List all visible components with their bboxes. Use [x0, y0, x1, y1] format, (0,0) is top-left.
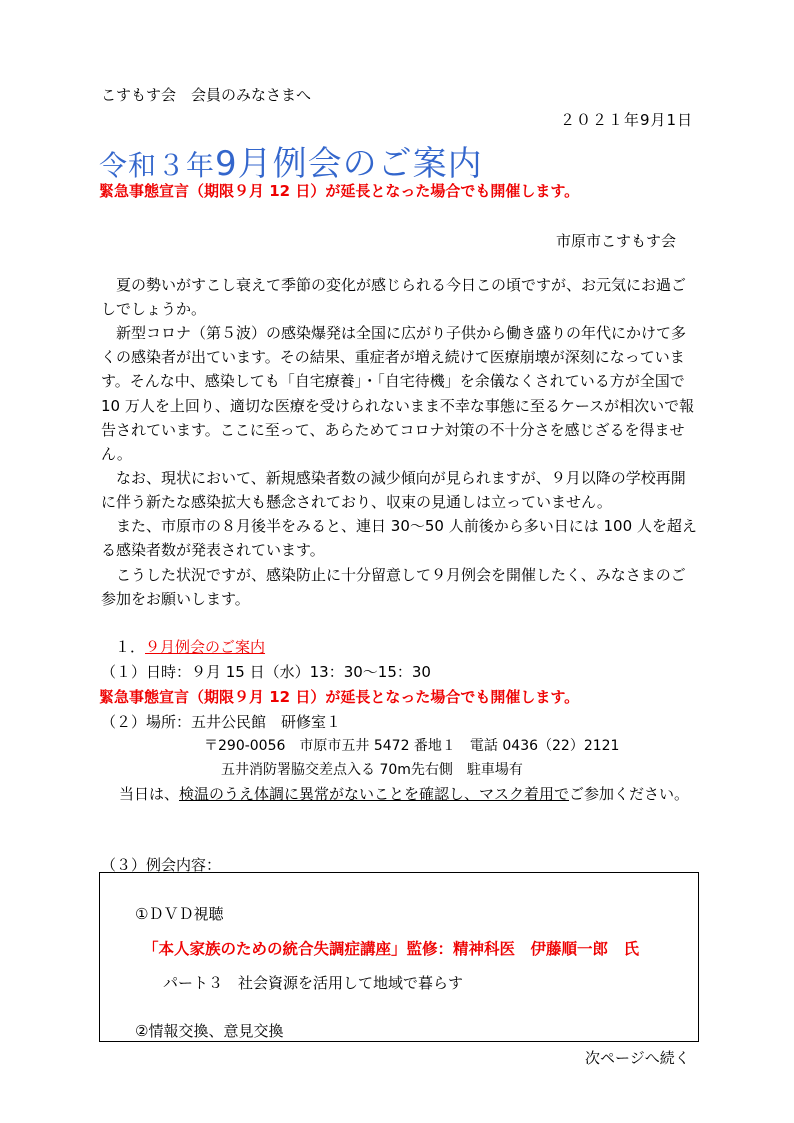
meeting-datetime: （１）日時：９月 15 日（水）13：30～15：30 — [101, 663, 431, 681]
addressee: こすもす会 会員のみなさまへ — [101, 86, 312, 104]
document-date: ２０２１年9月1日 — [560, 111, 694, 129]
meeting-place: （２）場所：五井公民館 研修室１ — [101, 713, 342, 731]
emergency-notice-section: 緊急事態宣言（期限９月 12 日）が延長となった場合でも開催します。 — [99, 688, 580, 706]
section-title: ９月例会のご案内 — [145, 638, 266, 656]
body-paragraph-3: なお、現状において、新規感染者数の減少傾向が見られますが、９月以降の学校再開に伴う新たな感染拡大も懸念されており、収束の見通しは立っていません。 — [101, 469, 686, 512]
meeting-address: 〒290‐0056 市原市五井 5472 番地１ 電話 0436（22）2121 — [204, 738, 620, 754]
section-number: １． — [115, 638, 146, 656]
body-paragraph-4: また、市原市の８月後半をみると、連日 30～50 人前後から多い日には 100 人を超える感染者数が発表されています。 — [101, 517, 697, 560]
sender: 市原市こすもす会 — [556, 232, 677, 250]
title-main: 9月例会のご案内 — [215, 144, 483, 184]
emergency-notice-top: 緊急事態宣言（期限９月 12 日）が延長となった場合でも開催します。 — [99, 182, 580, 200]
page-title — [99, 136, 483, 185]
body-paragraph-1: 夏の勢いがすこし衰えて季節の変化が感じられる今日この頃ですが、お元気にお過ごしでしょうか。 — [101, 276, 687, 319]
content-item-dvd: ①ＤＶＤ視聴 — [135, 905, 224, 923]
body-paragraph-2: 新型コロナ（第５波）の感染爆発は全国に広がり子供から働き盛りの年代にかけて多くの感染者が出ています。その結果、重症者が増え続けて医療崩壊が深刻になっています。そんな中、感染しても「自宅療養」・「自宅待機」を余儀なくされている方が全国で 10 万人を上回り、適切な医療を受けられないまま不幸な事態に至るケースが相次いで報告されています。ここに至って、あらためてコロナ対策の不十分さを感じざるを得ません。 — [101, 324, 695, 464]
dvd-part: パート３ 社会資源を活用して地域で暮らす — [163, 974, 464, 992]
attendance-note — [101, 782, 699, 806]
attendance-note-after: ご参加ください。 — [569, 785, 690, 803]
meeting-directions: 五井消防署脇交差点入る 70m先右側 駐車場有 — [221, 762, 523, 778]
content-label: （３）例会内容： — [101, 856, 222, 874]
continued-note: 次ページへ続く — [585, 1049, 690, 1067]
attendance-note-before: 当日は、 — [119, 785, 180, 803]
content-item-exchange: ②情報交換、意見交換 — [135, 1022, 284, 1040]
attendance-note-underlined: 検温のうえ体調に異常がないことを確認し、マスク着用で — [179, 785, 570, 803]
body-paragraph-5: こうした状況ですが、感染防止に十分留意して９月例会を開催したく、みなさまのご参加をお願いします。 — [101, 566, 686, 609]
section-heading — [115, 636, 265, 657]
title-era: 令和３年 — [99, 149, 216, 182]
dvd-title: 「本人家族のための統合失調症講座」監修：精神科医 伊藤順一郎 氏 — [143, 940, 640, 958]
